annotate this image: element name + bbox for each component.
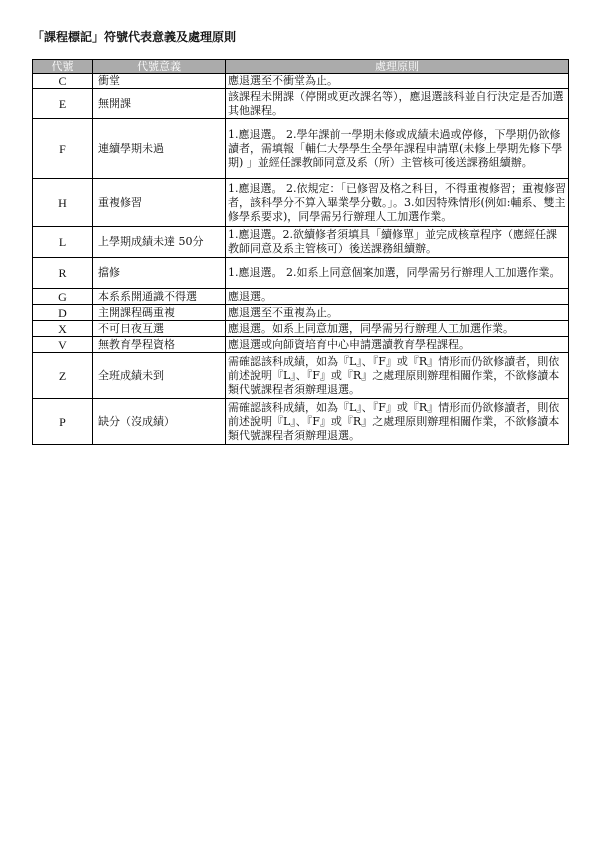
cell-principle: 需確認該科成績，如為『L』、『F』或『R』情形而仍欲修讀者，則依前述說明『L』、『F』或『R』之處理原則辦理相關作業，不欲修讀本類代號課程者須辦理退選。 bbox=[226, 399, 569, 445]
cell-code: P bbox=[33, 399, 93, 445]
cell-meaning: 不可日夜互選 bbox=[93, 321, 226, 337]
cell-principle: 應退選至不衝堂為止。 bbox=[226, 74, 569, 89]
cell-code: H bbox=[33, 179, 93, 227]
cell-code: L bbox=[33, 227, 93, 258]
cell-principle: 應退選或向師資培育中心申請選讀教育學程課程。 bbox=[226, 337, 569, 353]
table-row bbox=[33, 399, 569, 445]
cell-meaning: 無開課 bbox=[93, 89, 226, 119]
cell-code: Z bbox=[33, 353, 93, 399]
cell-principle: 1.應退選。2.欲續修者須填具「續修單」並完成核章程序（應經任課教師同意及系主管核可）後送課務組續辦。 bbox=[226, 227, 569, 258]
table-row bbox=[33, 89, 569, 119]
cell-code: F bbox=[33, 119, 93, 179]
table-row bbox=[33, 179, 569, 227]
cell-meaning: 連續學期未過 bbox=[93, 119, 226, 179]
cell-meaning: 本系系開通識不得選 bbox=[93, 289, 226, 305]
cell-code: G bbox=[33, 289, 93, 305]
header-code: 代號 bbox=[33, 60, 93, 74]
page-title: 「課程標記」符號代表意義及處理原則 bbox=[32, 30, 237, 44]
course-code-table bbox=[32, 59, 569, 445]
cell-code: R bbox=[33, 258, 93, 289]
cell-principle: 該課程未開課（停開或更改課名等），應退選該科並自行決定是否加選其他課程。 bbox=[226, 89, 569, 119]
cell-principle: 需確認該科成績，如為『L』、『F』或『R』情形而仍欲修讀者，則依前述說明『L』、『F』或『R』之處理原則辦理相關作業，不欲修讀本類代號課程者須辦理退選。 bbox=[226, 353, 569, 399]
cell-principle: 1.應退選。 2.依規定：「已修習及格之科目，不得重複修習；重複修習者，該科學分不算入畢業學分數。」。3.如因特殊情形(例如:輔系、雙主修學系要求)，同學需另行辦理人工加選作業。 bbox=[226, 179, 569, 227]
cell-code: V bbox=[33, 337, 93, 353]
cell-meaning: 缺分（沒成績） bbox=[93, 399, 226, 445]
cell-code: D bbox=[33, 305, 93, 321]
table-row bbox=[33, 227, 569, 258]
cell-meaning: 全班成績未到 bbox=[93, 353, 226, 399]
table-row bbox=[33, 119, 569, 179]
cell-principle: 應退選。 bbox=[226, 289, 569, 305]
table-row bbox=[33, 353, 569, 399]
table-row bbox=[33, 289, 569, 305]
table-header-row bbox=[33, 60, 569, 74]
cell-code: X bbox=[33, 321, 93, 337]
cell-meaning: 無教育學程資格 bbox=[93, 337, 226, 353]
cell-principle: 1.應退選。 2.學年課前一學期未修或成績未過或停修，下學期仍欲修讀者，需填報「輔仁大學學生全學年課程申請單(未修上學期先修下學期) 」並經任課教師同意及系（所）主管核可後送課務組續辦。 bbox=[226, 119, 569, 179]
cell-meaning: 主開課程碼重複 bbox=[93, 305, 226, 321]
cell-principle: 應退選。如系上同意加選，同學需另行辦理人工加選作業。 bbox=[226, 321, 569, 337]
cell-code: C bbox=[33, 74, 93, 89]
table-row bbox=[33, 321, 569, 337]
cell-meaning: 重複修習 bbox=[93, 179, 226, 227]
cell-principle: 1.應退選。 2.如系上同意個案加選，同學需另行辦理人工加選作業。 bbox=[226, 258, 569, 289]
cell-meaning: 衝堂 bbox=[93, 74, 226, 89]
cell-code: E bbox=[33, 89, 93, 119]
table-row bbox=[33, 74, 569, 89]
table-row bbox=[33, 337, 569, 353]
cell-principle: 應退選至不重複為止。 bbox=[226, 305, 569, 321]
cell-meaning: 擋修 bbox=[93, 258, 226, 289]
table-row bbox=[33, 305, 569, 321]
table-row bbox=[33, 258, 569, 289]
header-principle: 處理原則 bbox=[226, 60, 569, 74]
cell-meaning: 上學期成績未達 50分 bbox=[93, 227, 226, 258]
header-meaning: 代號意義 bbox=[93, 60, 226, 74]
